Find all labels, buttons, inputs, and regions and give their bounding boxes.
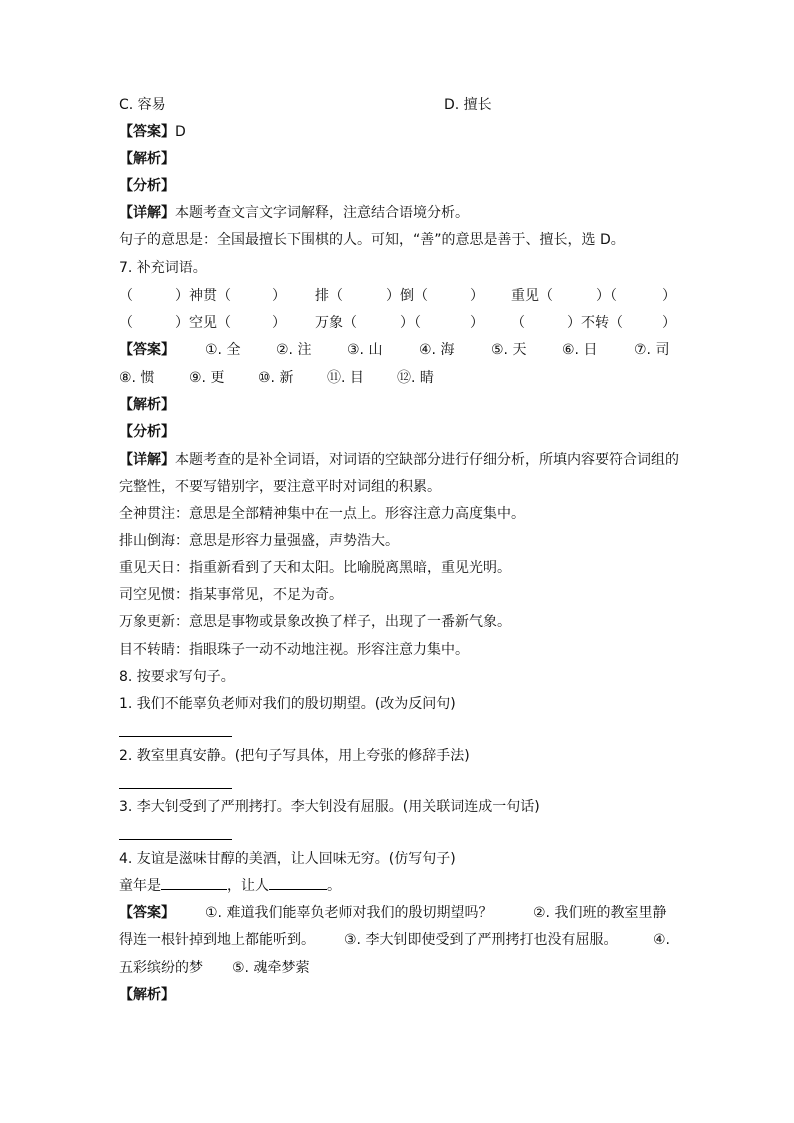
answer-line	[119, 788, 232, 789]
xiangjie-text: 本题考查的是补全词语，对词语的空缺部分进行仔细分析，所填内容要符合词组的	[175, 452, 679, 468]
q8-item: 1. 我们不能辜负老师对我们的殷切期望。(改为反问句)	[119, 696, 456, 712]
answer-item: ③. 李大钊即使受到了严刑拷打也没有屈服。	[344, 932, 618, 948]
q6-answer	[119, 122, 186, 142]
answer-item: ⑦. 司	[634, 342, 670, 358]
row2-seg: ）	[470, 315, 484, 331]
answer-item: ①. 难道我们能辜负老师对我们的殷切期望吗？	[205, 905, 493, 921]
row2-seg: （	[119, 315, 133, 331]
definition: 司空见惯：指某事常见，不足为奇。	[119, 587, 343, 603]
fill-blank	[161, 889, 227, 890]
q7-xiangjie-cont: 完整性，不要写错别字，要注意平时对词组的积累。	[119, 479, 441, 495]
definition: 全神贯注：意思是全部精神集中在一点上。形容注意力高度集中。	[119, 506, 525, 522]
answer-item: ③. 山	[347, 342, 383, 358]
answer-tag: 【答案】	[119, 124, 175, 140]
answer-line	[119, 839, 232, 840]
row1-seg: ）	[662, 288, 676, 304]
answer-item: ⑫. 睛	[397, 370, 434, 386]
option-d: D. 擅长	[444, 97, 492, 113]
q8-item: 3. 李大钊受到了严刑拷打。李大钊没有屈服。(用关联词连成一句话)	[119, 799, 540, 815]
xiangjie-tag: 【详解】	[119, 452, 175, 468]
fill-text: ，让人	[227, 878, 269, 894]
fill-text: 。	[327, 878, 341, 894]
row1-seg: 排（	[315, 288, 343, 304]
row1-seg: 重见（	[511, 288, 553, 304]
q7-jiexi: 【解析】	[119, 397, 175, 413]
q7-fenxi: 【分析】	[119, 424, 175, 440]
xiangjie-text: 本题考查文言文字词解释，注意结合语境分析。	[175, 205, 469, 221]
answer-item: ⑩. 新	[258, 370, 294, 386]
answer-item: ⑤. 魂牵梦萦	[232, 960, 310, 976]
answer-item-cont: 五彩缤纷的梦	[119, 960, 203, 976]
row1-seg: ）	[272, 288, 286, 304]
answer-item: ④. 海	[419, 342, 455, 358]
q7-xiangjie	[119, 450, 679, 470]
q6-fenxi: 【分析】	[119, 178, 175, 194]
answer-item: ④.	[653, 932, 671, 948]
answer-item: ①. 全	[205, 342, 241, 358]
q8-jiexi: 【解析】	[119, 987, 175, 1003]
answer-item: ⑨. 更	[189, 370, 225, 386]
answer-item: ⑪. 目	[327, 370, 364, 386]
q6-xiangjie	[119, 203, 469, 223]
answer-item: ⑥. 日	[562, 342, 598, 358]
row2-seg: 万象（	[315, 315, 357, 331]
answer-item: ②. 注	[276, 342, 312, 358]
row1-seg: ）神贯（	[175, 288, 231, 304]
option-c: C. 容易	[119, 97, 166, 113]
definition: 万象更新：意思是事物或景象改换了样子，出现了一番新气象。	[119, 614, 511, 630]
definition: 目不转睛：指眼珠子一动不动地注视。形容注意力集中。	[119, 642, 469, 658]
row1-seg: ）	[470, 288, 484, 304]
q8-title: 8. 按要求写句子。	[119, 669, 235, 685]
answer-value: D	[175, 124, 186, 140]
row2-seg: ）	[272, 315, 286, 331]
answer-tag: 【答案】	[119, 905, 175, 921]
row1-seg: ）（	[596, 288, 617, 304]
q8-item: 2. 教室里真安静。(把句子写具体，用上夸张的修辞手法)	[119, 748, 470, 764]
q6-meaning: 句子的意思是：全国最擅长下围棋的人。可知，“善”的意思是善于、擅长，选 D。	[119, 232, 625, 248]
row2-seg: ）	[662, 315, 676, 331]
definition: 重见天日：指重新看到了天和太阳。比喻脱离黑暗，重见光明。	[119, 560, 511, 576]
definition: 排山倒海：意思是形容力量强盛，声势浩大。	[119, 533, 399, 549]
fill-text: 童年是	[119, 878, 161, 894]
answer-item-cont: 得连一根针掉到地上都能听到。	[119, 932, 315, 948]
q7-title: 7. 补充词语。	[119, 260, 207, 276]
answer-tag: 【答案】	[119, 342, 175, 358]
row2-seg: （	[511, 315, 525, 331]
q8-item: 4. 友谊是滋味甘醇的美酒，让人回味无穷。(仿写句子)	[119, 851, 456, 867]
q8-fill-line	[119, 876, 341, 896]
row2-seg: ）空见（	[175, 315, 231, 331]
q6-jiexi: 【解析】	[119, 151, 175, 167]
fill-blank	[269, 889, 327, 890]
row2-seg: ）（	[400, 315, 421, 331]
answer-item: ⑤. 天	[491, 342, 527, 358]
row1-seg: ）倒（	[386, 288, 428, 304]
row2-seg: ）不转（	[567, 315, 623, 331]
xiangjie-tag: 【详解】	[119, 205, 175, 221]
answer-item: ②. 我们班的教室里静	[533, 905, 667, 921]
row1-seg: （	[119, 288, 133, 304]
answer-item: ⑧. 惯	[119, 370, 155, 386]
answer-line	[119, 736, 232, 737]
